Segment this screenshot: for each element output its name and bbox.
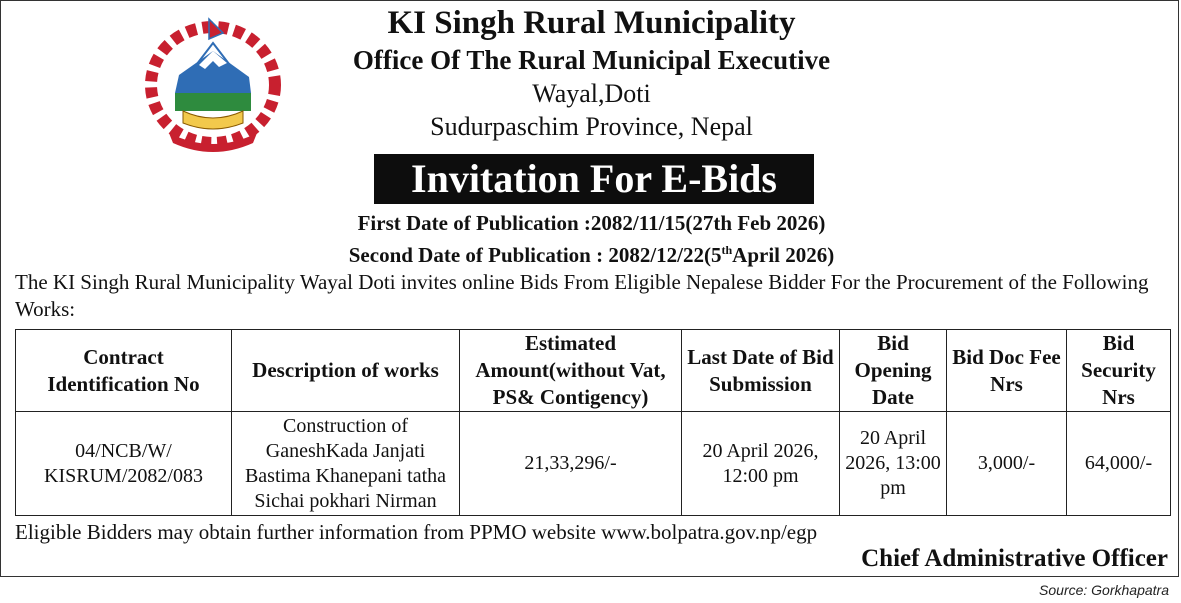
cell-doc-fee: 3,000/- <box>947 412 1067 516</box>
cell-amount: 21,33,296/- <box>460 412 682 516</box>
header-contract-id: Contract Identification No <box>16 330 232 412</box>
intro-text: The KI Singh Rural Municipality Wayal Doti invites online Bids From Eligible Nepalese Bidder For the Procurement of the Following Works: <box>15 270 1149 321</box>
cell-opening-date: 20 April 2026, 13:00 pm <box>840 412 947 516</box>
municipality-name: KI Singh Rural Municipality <box>387 5 796 41</box>
footer-note: Eligible Bidders may obtain further information from PPMO website www.bolpatra.gov.np/egp <box>15 520 818 544</box>
table-row <box>16 412 1171 516</box>
address-line2: Sudurpaschim Province, Nepal <box>430 112 753 141</box>
cell-security: 64,000/- <box>1067 412 1171 516</box>
header-description: Description of works <box>232 330 460 412</box>
header-doc-fee: Bid Doc Fee Nrs <box>947 330 1067 412</box>
source-credit: Source: Gorkhapatra <box>1039 582 1169 598</box>
address-line1: Wayal,Doti <box>532 79 651 108</box>
header-amount: Estimated Amount(without Vat, PS& Contigency) <box>460 330 682 412</box>
cell-last-date: 20 April 2026, 12:00 pm <box>682 412 840 516</box>
header-last-date: Last Date of Bid Submission <box>682 330 840 412</box>
header-opening-date: Bid Opening Date <box>840 330 947 412</box>
cell-contract-id: 04/NCB/W/ KISRUM/2082/083 <box>16 412 232 516</box>
table-header-row <box>16 330 1171 412</box>
office-name: Office Of The Rural Municipal Executive <box>352 45 831 75</box>
second-publication-date: Second Date of Publication : 2082/12/22(5thApril 2026) <box>348 243 835 267</box>
page-title: Invitation For E-Bids <box>374 154 814 204</box>
cell-description: Construction of GaneshKada Janjati Bastima Khanepani tatha Sichai pokhari Nirman <box>232 412 460 516</box>
bid-table <box>15 329 1171 516</box>
signature: Chief Administrative Officer <box>861 545 1168 572</box>
header-security: Bid Security Nrs <box>1067 330 1171 412</box>
first-publication-date: First Date of Publication :2082/11/15(27th Feb 2026) <box>357 211 826 235</box>
